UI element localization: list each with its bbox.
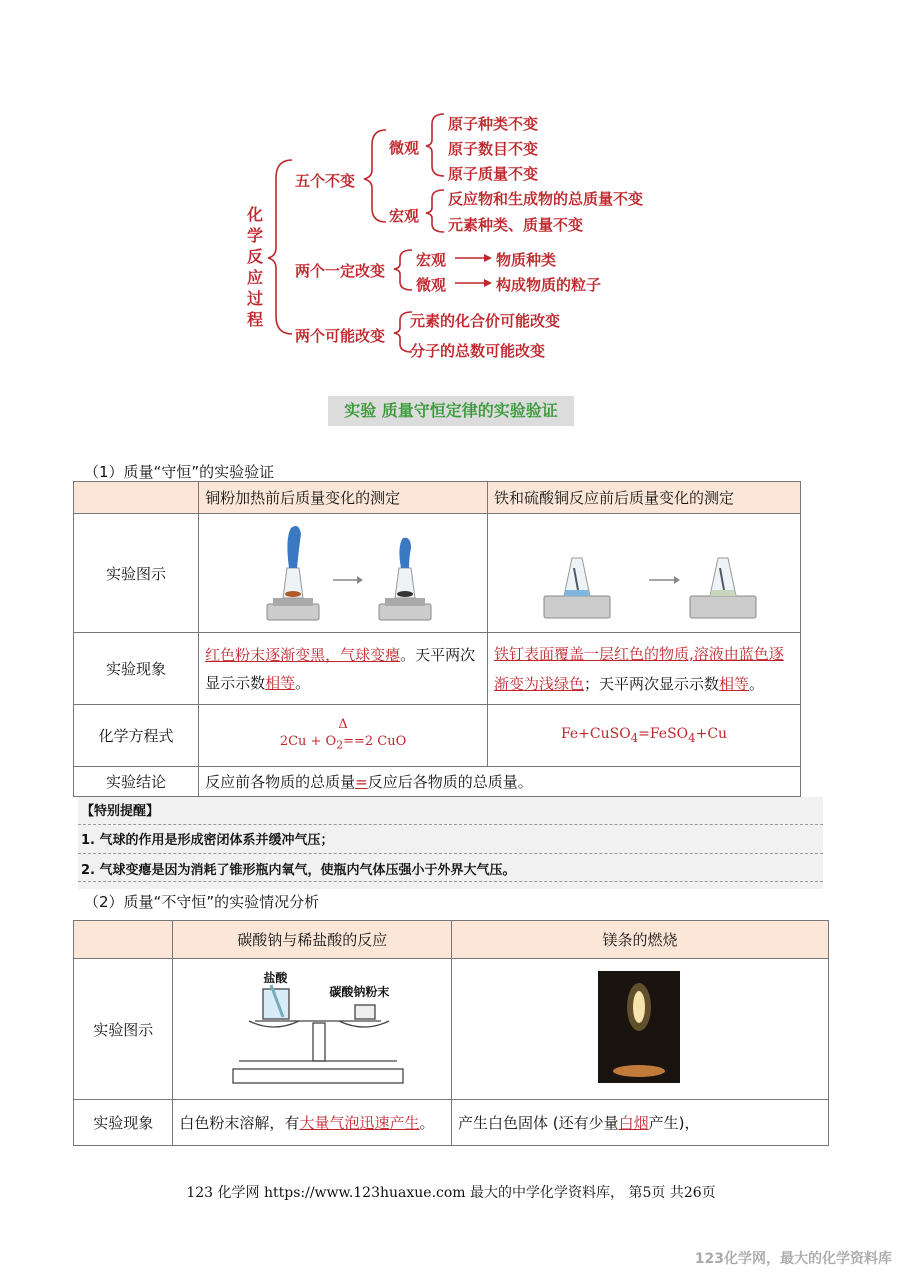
copper-equation-part: 2Cu + O <box>279 734 337 750</box>
copper-diagram-cell <box>199 514 488 633</box>
label-acid: 盐酸 <box>263 971 288 985</box>
copper-equation-part: ==2 CuO <box>343 734 407 750</box>
copper-phenomenon-cell <box>199 633 488 705</box>
mind-macro-item: 元素种类、质量不变 <box>448 216 584 234</box>
row-label-diagram: 实验图示 <box>74 959 173 1100</box>
mind-two-must-micro-item: 构成物质的粒子 <box>496 276 602 294</box>
mind-macro-item: 反应物和生成物的总质量不变 <box>448 190 644 208</box>
row-label-phenomenon: 实验现象 <box>74 1100 173 1146</box>
copper-phenomenon-red: 红色粉末逐渐变黑，气球变瘪 <box>205 645 401 664</box>
tips-item: 2. 气球变瘪是因为消耗了锥形瓶内氧气，使瓶内气体压强小于外界大气压。 <box>81 863 516 878</box>
mind-two-must: 两个一定改变 <box>295 262 386 280</box>
balance-image <box>179 965 439 1093</box>
header-empty-cell <box>74 921 173 959</box>
iron-phenomenon-red: 铁钉表面覆盖一层红色的物质,溶液由蓝色逐渐变为浅绿色 <box>494 644 784 693</box>
iron-diagram-cell <box>488 514 801 633</box>
page-footer: 123 化学网 https://www.123huaxue.com 最大的中学化学资料库， 第5页 共26页 <box>186 1185 716 1201</box>
copper-phenomenon-end: 。 <box>295 673 311 692</box>
mind-five-unchanged: 五个不变 <box>295 172 356 190</box>
copper-equation-sub: 2 <box>336 738 344 752</box>
tips-title: 【特别提醒】 <box>81 804 160 819</box>
header-empty-cell <box>74 482 199 514</box>
sodium-carbonate-diagram-cell <box>173 959 452 1100</box>
tips-box <box>78 797 823 889</box>
magnesium-phenomenon-red: 白烟 <box>618 1114 649 1132</box>
non-conservation-table <box>73 920 829 1146</box>
copper-phenomenon-equal: 相等 <box>265 673 296 692</box>
mind-two-may-item: 分子的总数可能改变 <box>410 342 546 360</box>
sodium-carbonate-phenomenon-text: 白色粉末溶解，有 <box>179 1114 300 1132</box>
tips-item: 1. 气球的作用是形成密闭体系并缓冲气压； <box>81 833 334 848</box>
header-col-copper: 铜粉加热前后质量变化的测定 <box>199 482 488 514</box>
iron-equation-sub: 4 <box>630 730 639 745</box>
conclusion-equal: = <box>355 773 368 791</box>
mind-micro-item: 原子质量不变 <box>448 165 539 183</box>
magnesium-phenomenon-text: 产生白色固体 (还有少量 <box>458 1114 619 1132</box>
copper-heating-image <box>205 518 475 624</box>
watermark: 123化学网，最大的化学资料库 <box>694 1251 892 1267</box>
mind-two-must-micro: 微观 <box>416 276 447 294</box>
magnesium-diagram-cell <box>452 959 829 1100</box>
magnesium-phenomenon-cell <box>452 1100 829 1146</box>
iron-phenomenon-cell <box>488 633 801 705</box>
mind-micro: 微观 <box>389 139 420 157</box>
heat-symbol: Δ <box>338 717 348 733</box>
magnesium-burning-image <box>458 963 822 1091</box>
mind-two-may-item: 元素的化合价可能改变 <box>410 312 561 330</box>
mind-two-may: 两个可能改变 <box>295 327 386 345</box>
magnesium-phenomenon-end: 产生)， <box>648 1114 700 1132</box>
row-label-phenomenon: 实验现象 <box>74 633 199 705</box>
iron-copper-sulfate-image <box>494 518 794 624</box>
row-label-equation: 化学方程式 <box>74 705 199 767</box>
conclusion-text: 反应后各物质的总质量。 <box>367 773 533 791</box>
sodium-carbonate-phenomenon-end: 。 <box>419 1114 435 1132</box>
header-col-magnesium: 镁条的燃烧 <box>452 921 829 959</box>
copper-equation <box>205 734 481 752</box>
copper-phenomenon-text: 。天平两次显示示数 <box>205 645 476 692</box>
iron-equation-cell <box>488 705 801 767</box>
iron-equation-part: =FeSO <box>638 726 689 743</box>
sodium-carbonate-phenomenon-red: 大量气泡迅速产生 <box>299 1114 420 1132</box>
conclusion-text: 反应前各物质的总质量 <box>205 773 356 791</box>
iron-phenomenon-end: 。 <box>749 674 765 693</box>
header-col-iron: 铁和硫酸铜反应前后质量变化的测定 <box>488 482 801 514</box>
part2-heading: （2）质量“不守恒”的实验情况分析 <box>84 893 320 911</box>
mind-root: 化学反应过程 <box>246 205 263 329</box>
mind-macro: 宏观 <box>389 207 420 225</box>
conclusion-cell <box>199 767 801 797</box>
iron-phenomenon-equal: 相等 <box>719 674 750 693</box>
mind-two-must-macro-item: 物质种类 <box>496 251 557 269</box>
header-col-sodium-carbonate: 碳酸钠与稀盐酸的反应 <box>173 921 452 959</box>
conservation-table <box>73 481 801 797</box>
mind-micro-item: 原子数目不变 <box>448 140 539 158</box>
row-label-conclusion: 实验结论 <box>74 767 199 797</box>
sodium-carbonate-phenomenon-cell <box>173 1100 452 1146</box>
iron-equation-part: +Cu <box>695 726 728 743</box>
iron-phenomenon-text: ；天平两次显示示数 <box>584 674 720 693</box>
iron-equation-sub: 4 <box>688 730 696 745</box>
row-label-diagram: 实验图示 <box>74 514 199 633</box>
section-title: 实验 质量守恒定律的实验验证 <box>328 396 574 426</box>
iron-equation-part: Fe+CuSO <box>560 726 631 743</box>
mind-two-must-macro: 宏观 <box>416 251 447 269</box>
copper-equation-cell <box>199 705 488 767</box>
label-powder: 碳酸钠粉末 <box>329 985 390 999</box>
mind-micro-item: 原子种类不变 <box>448 115 539 133</box>
part1-heading: （1）质量“守恒”的实验验证 <box>84 463 275 481</box>
